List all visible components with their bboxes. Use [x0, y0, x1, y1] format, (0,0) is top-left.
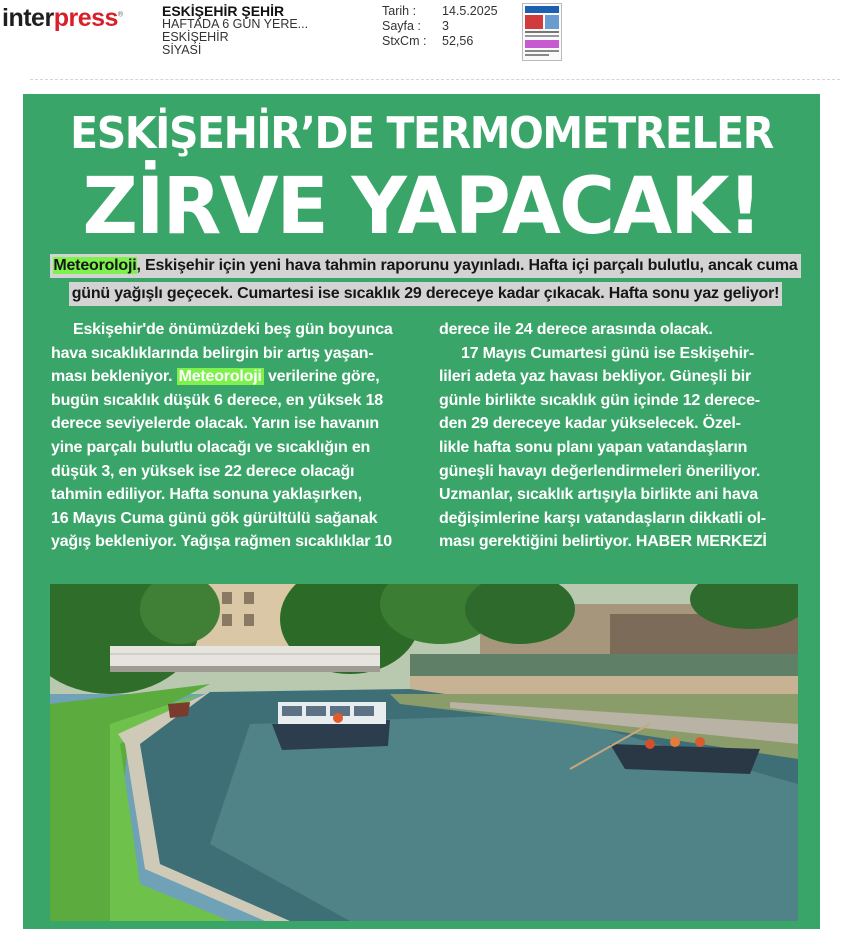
- col1-line: [51, 365, 393, 389]
- publication-category: SİYASİ: [162, 43, 202, 57]
- spot-line1: [31, 254, 820, 278]
- spot-keyword: Meteoroloji: [53, 257, 137, 274]
- col2-line: likle hafta sonu planı yapan vatandaşların: [439, 438, 748, 456]
- col1-line: yağış bekleniyor. Yağışa rağmen sıcaklıklar 10: [51, 533, 392, 551]
- col1-line: Eskişehir'de önümüzdeki beş gün boyunca: [73, 321, 393, 338]
- date-value: 14.5.2025: [442, 4, 498, 18]
- canal-boats-photo: [50, 584, 798, 921]
- body-column-1: [51, 318, 393, 554]
- body-column-2: [439, 318, 767, 554]
- col2-line: değişimlerine karşı vatandaşların dikkatli ol-: [439, 509, 766, 527]
- interpress-logo: [2, 6, 123, 31]
- clipping-meta: [382, 4, 498, 49]
- page-row: [382, 19, 498, 34]
- col2-line: güneşli havayı değerlendirmeleri öneriliyor.: [439, 462, 761, 480]
- col2-line: den 29 dereceye kadar yükselecek. Özel-: [439, 415, 741, 433]
- page-thumbnail[interactable]: [522, 3, 562, 61]
- publication-info: [162, 4, 308, 57]
- spot-line1-text: , Eskişehir için yeni hava tahmin raporunu yayınladı. Hafta içi parçalı bulutlu, ancak cuma: [136, 257, 798, 274]
- col1-line: bugün sıcaklık düşük 6 derece, en yüksek 18: [51, 391, 384, 409]
- page-value: 3: [442, 19, 449, 33]
- logo-part1: inter: [2, 4, 54, 32]
- col2-line: Uzmanlar, sıcaklık artışıyla birlikte ani hava: [439, 486, 758, 504]
- spot-line2: [31, 282, 820, 306]
- page-label: Sayfa :: [382, 19, 421, 33]
- col2-line: 17 Mayıs Cumartesi günü ise Eskişehir-: [461, 344, 754, 362]
- col1-line: 16 Mayıs Cuma günü gök gürültülü sağanak: [51, 509, 378, 527]
- date-label: Tarih :: [382, 4, 417, 18]
- col1-line: tahmin ediliyor. Hafta sonuna yaklaşırken,: [51, 486, 362, 504]
- col2-line: derece ile 24 derece arasında olacak.: [439, 321, 713, 338]
- article-clipping: [23, 94, 820, 929]
- date-row: [382, 4, 498, 19]
- logo-mark: ®: [117, 11, 123, 19]
- col2-line: lileri adeta yaz havası bekliyor. Güneşli bir: [439, 368, 752, 386]
- publication-name: ESKİŞEHİR ŞEHİR: [162, 3, 285, 19]
- header-divider: [30, 79, 840, 80]
- publication-tagline: HAFTADA 6 GÜN YERE...: [162, 17, 309, 31]
- publication-city: ESKİŞEHİR: [162, 30, 229, 44]
- col1-line: düşük 3, en yüksek ise 22 derece olacağı: [51, 462, 355, 480]
- col2-line: ması gerektiğini belirtiyor. HABER MERKEZİ: [439, 533, 767, 551]
- col1-line: hava sıcaklıklarında belirgin bir artış yaşan-: [51, 344, 374, 362]
- col1-line: yine parçalı bulutlu olacağı ve sıcaklığın en: [51, 438, 371, 456]
- headline-line2: ZİRVE YAPACAK!: [82, 162, 761, 252]
- headline-line1: ESKİŞEHİR’DE TERMOMETRELER: [70, 108, 773, 159]
- stxcm-row: [382, 34, 498, 49]
- spot-line2-text: günü yağışlı geçecek. Cumartesi ise sıcaklık 29 dereceye kadar çıkacak. Hafta sonu yaz geliyor!: [69, 282, 783, 306]
- body-keyword: Meteoroloji: [178, 368, 262, 386]
- col1-line-pre: ması bekleniyor.: [51, 368, 177, 386]
- logo-part2: press: [53, 4, 118, 32]
- col1-line: derece seviyelerde olacak. Yarın ise havanın: [51, 415, 380, 433]
- col2-line: günle birlikte sıcaklık gün içinde 12 derece-: [439, 391, 760, 409]
- stxcm-label: StxCm :: [382, 34, 427, 48]
- col1-line-post: verilerine göre,: [263, 368, 380, 386]
- stxcm-value: 52,56: [442, 34, 474, 48]
